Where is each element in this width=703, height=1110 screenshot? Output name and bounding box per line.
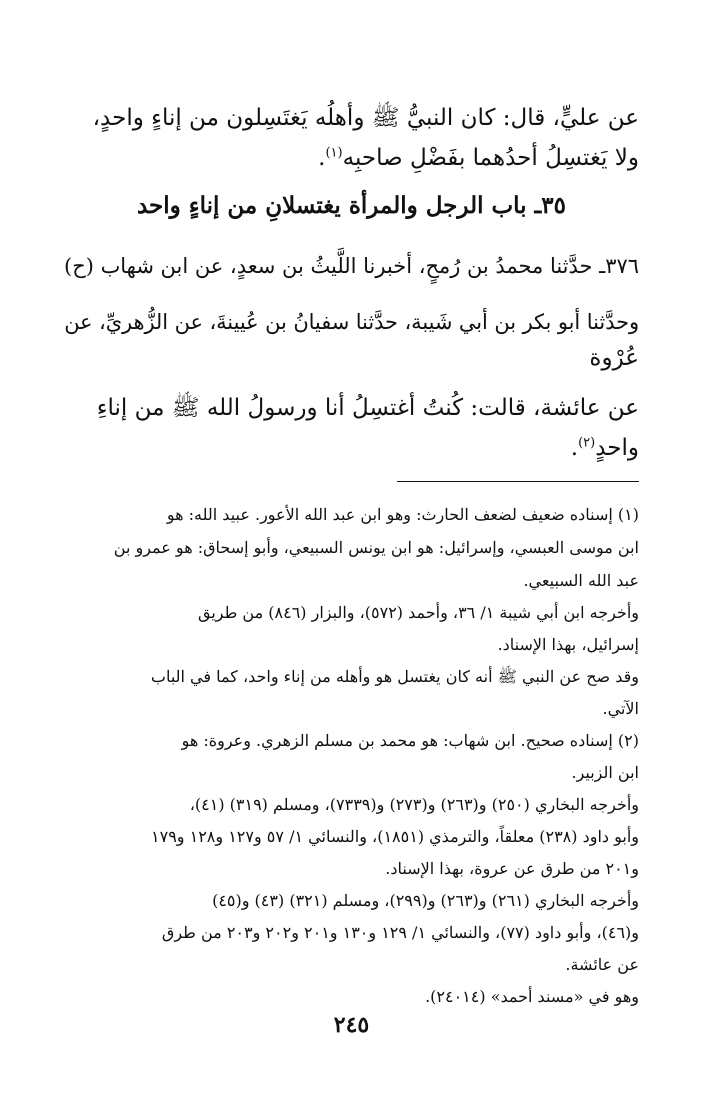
footnote-line: (١) إسناده ضعيف لضعف الحارث: وهو ابن عبد الله الأعور. عبيد الله: هو xyxy=(166,505,639,524)
footnote-line: و٢٠١ من طرق عن عروة، بهذا الإسناد. xyxy=(385,859,639,878)
isnad-text: عُرْوة xyxy=(589,345,639,371)
footnote-separator xyxy=(397,481,639,482)
footnote-line: (٢) إسناده صحيح. ابن شهاب: هو محمد بن مسلم الزهري. وعروة: هو xyxy=(181,731,639,750)
footnote-line: وأخرجه البخاري (٢٥٠) و(٢٦٣) و(٢٧٣) و(٧٣٣٩)، ومسلم (٣١٩) (٤١)، xyxy=(189,795,639,814)
isnad-line xyxy=(64,244,639,288)
footnote-line: ابن موسى العبسي، وإسرائيل: هو ابن يونس السبيعي، وأبو إسحاق: هو عمرو بن xyxy=(113,538,639,557)
hadith-text-line xyxy=(318,136,639,180)
footnote-line: وهو في «مسند أحمد» (٢٤٠١٤). xyxy=(425,987,639,1006)
footnote-line: وقد صح عن النبي ﷺ أنه كان يغتسل هو وأهله من إناء واحد، كما في الباب xyxy=(150,667,639,686)
isnad-line xyxy=(64,300,639,344)
page-number: ٢٤٥ xyxy=(333,1012,370,1038)
hadith-text: ولا يَغتسِلُ أحدُهما بفَضْلِ صاحبِه xyxy=(342,145,639,171)
footnote-line: ابن الزبير. xyxy=(571,763,639,782)
matn-text: عن عائشة، قالت: كُنتُ أغتسِلُ أنا ورسولُ الله ﷺ من إناءِ xyxy=(96,395,639,421)
chapter-heading: ٣٥ـ باب الرجل والمرأة يغتسلانِ من إناءٍ واحد xyxy=(136,192,567,219)
footnote-line: عبد الله السبيعي. xyxy=(523,571,639,590)
footnote-line: وأخرجه البخاري (٢٦١) و(٢٦٣) و(٢٩٩)، ومسلم (٣٢١) (٤٣) و(٤٥) xyxy=(212,891,639,910)
footnote-line: وأخرجه ابن أبي شيبة ١/ ٣٦، وأحمد (٥٧٢)، والبزار (٨٤٦) من طريق xyxy=(197,603,639,622)
isnad-text: وحدَّثنا أبو بكر بن أبي شَيبة، حدَّثنا سفيانُ بن عُيينةَ، عن الزُّهريِّ، عن xyxy=(64,310,639,334)
footnote-line: عن عائشة. xyxy=(565,955,639,974)
isnad-line xyxy=(589,336,639,380)
footnote-line: و(٤٦)، وأبو داود (٧٧)، والنسائي ١/ ١٢٩ و١٣٠ و٢٠١ و٢٠٢ و٢٠٣ من طرق xyxy=(161,923,639,942)
matn-line xyxy=(97,386,639,430)
matn-text: واحدٍ xyxy=(595,435,639,461)
matn-line xyxy=(571,426,639,470)
hadith-text-line xyxy=(93,96,639,140)
hadith-text: عن عليٍّ، قال: كان النبيُّ ﷺ وأهلُه يَغتَسِلون من إناءٍ واحدٍ، xyxy=(92,105,639,131)
footnote-line: وأبو داود (٢٣٨) معلقاً، والترمذي (١٨٥١)، والنسائي ١/ ٥٧ و١٢٧ و١٢٨ و١٧٩ xyxy=(151,827,639,846)
footnote-line: الآتي. xyxy=(602,699,639,718)
isnad-text: ٣٧٦ـ حدَّثنا محمدُ بن رُمحٍ، أخبرنا اللَّيثُ بن سعدٍ، عن ابن شهاب (ح) xyxy=(64,254,639,278)
footnote-marker[interactable]: (١) xyxy=(325,145,343,161)
footnote-marker[interactable]: (٢) xyxy=(578,435,596,451)
footnote-line: إسرائيل، بهذا الإسناد. xyxy=(497,635,639,654)
hadith-text: . xyxy=(318,145,326,171)
matn-text: . xyxy=(570,435,579,461)
